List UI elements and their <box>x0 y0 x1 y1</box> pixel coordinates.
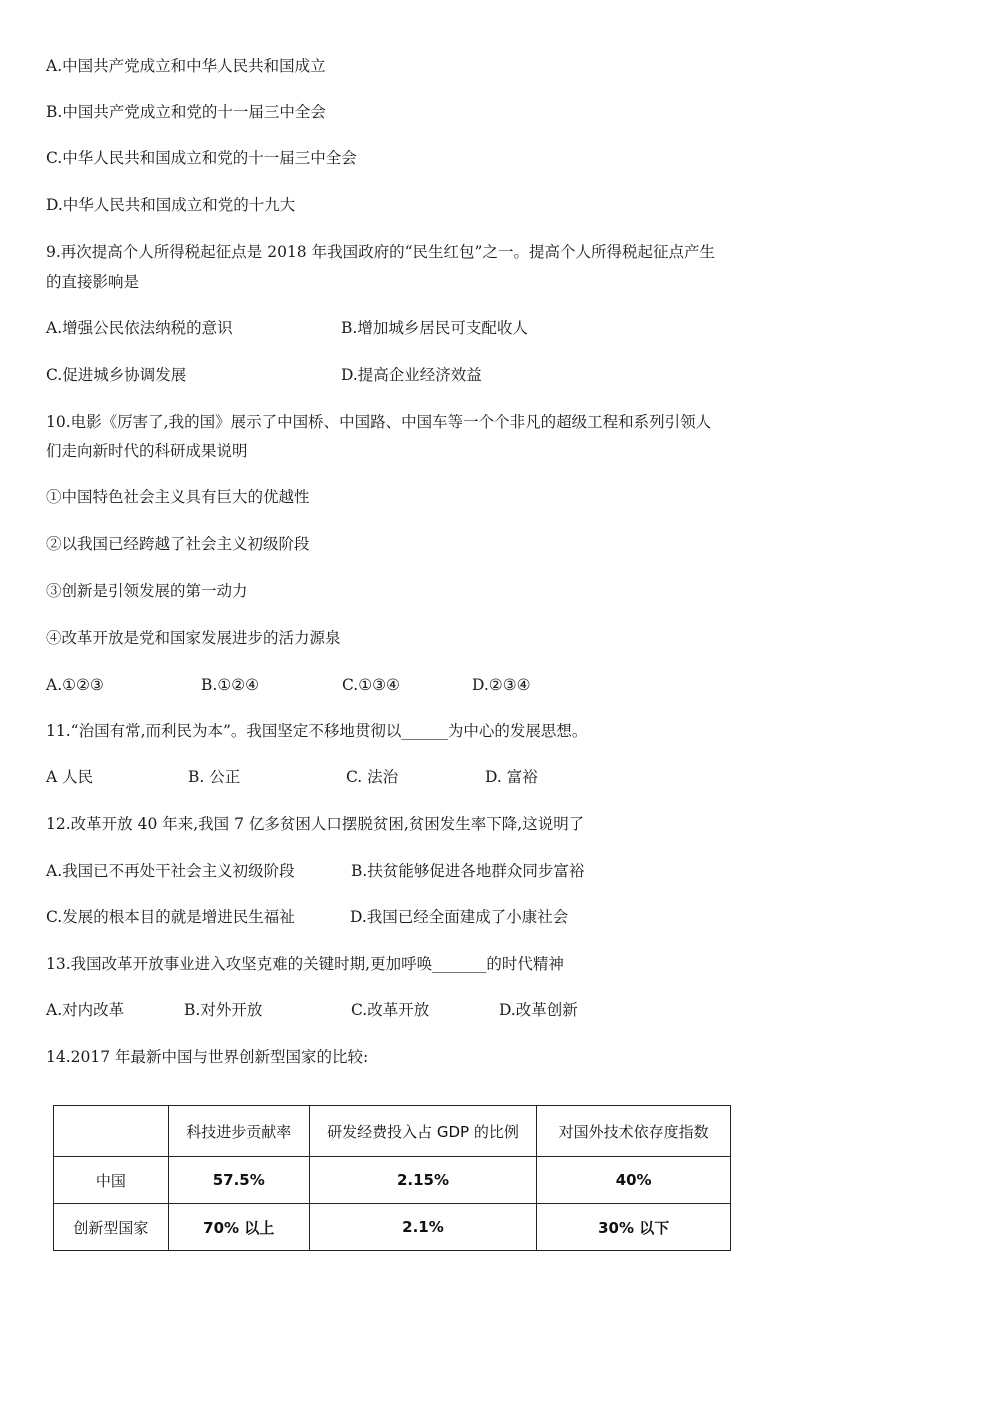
q9-option-d: D.提高企业经济效益 <box>341 366 482 384</box>
q8-option-a: A.中国共产党成立和中华人民共和国成立 <box>46 57 326 75</box>
q10-statement-1: ①中国特色社会主义具有巨大的优越性 <box>46 488 310 506</box>
table-cell: 30% 以下 <box>537 1204 731 1251</box>
q10-option-d: D.②③④ <box>472 676 531 694</box>
q9-option-c: C.促进城乡协调发展 <box>46 366 187 384</box>
table-header-cell: 研发经费投入占 GDP 的比例 <box>309 1106 537 1157</box>
q12-stem: 12.改革开放 40 年来,我国 7 亿多贫困人口摆脱贫困,贫困发生率下降,这说明了 <box>46 815 585 833</box>
table-cell: 2.15% <box>309 1157 537 1204</box>
q13-stem: 13.我国改革开放事业进入攻坚克难的关键时期,更加呼唤_______的时代精神 <box>46 955 564 973</box>
table-header-cell: 对国外技术依存度指数 <box>537 1106 731 1157</box>
table-cell: 40% <box>537 1157 731 1204</box>
q10-stem-line2: 们走向新时代的科研成果说明 <box>46 442 248 460</box>
q11-option-c: C. 法治 <box>346 768 399 786</box>
q10-statement-2: ②以我国已经跨越了社会主义初级阶段 <box>46 535 310 553</box>
table-row <box>54 1204 731 1251</box>
q12-option-a: A.我国已不再处干社会主义初级阶段 <box>46 862 295 880</box>
q9-stem-line2: 的直接影响是 <box>46 273 140 291</box>
q10-option-b: B.①②④ <box>201 676 260 694</box>
q8-option-d: D.中华人民共和国成立和党的十九大 <box>46 196 296 214</box>
q10-option-c: C.①③④ <box>342 676 400 694</box>
table-header-cell: 科技进步贡献率 <box>168 1106 309 1157</box>
q13-option-a: A.对内改革 <box>46 1001 125 1019</box>
q10-statement-3: ③创新是引领发展的第一动力 <box>46 582 248 600</box>
comparison-table <box>53 1105 731 1251</box>
table-header-row <box>54 1106 731 1157</box>
q12-option-c: C.发展的根本目的就是增进民生福祉 <box>46 908 295 926</box>
q11-option-a: A 人民 <box>46 768 94 786</box>
q9-stem-line1: 9.再次提高个人所得税起征点是 2018 年我国政府的“民生红包”之一。提高个人所得税起征点产生 <box>46 243 715 261</box>
q12-option-d: D.我国已经全面建成了小康社会 <box>350 908 569 926</box>
q13-option-c: C.改革开放 <box>351 1001 430 1019</box>
table-row-label: 中国 <box>54 1157 169 1204</box>
q12-option-b: B.扶贫能够促进各地群众同步富裕 <box>351 862 585 880</box>
q13-option-b: B.对外开放 <box>184 1001 263 1019</box>
q8-option-b: B.中国共产党成立和党的十一届三中全会 <box>46 103 326 121</box>
table-row-label: 创新型国家 <box>54 1204 169 1251</box>
q10-stem-line1: 10.电影《厉害了,我的国》展示了中国桥、中国路、中国车等一个个非凡的超级工程和系列引领人 <box>46 413 712 431</box>
q10-option-a: A.①②③ <box>46 676 104 694</box>
q11-option-b: B. 公正 <box>188 768 241 786</box>
table-cell: 2.1% <box>309 1204 537 1251</box>
q10-statement-4: ④改革开放是党和国家发展进步的活力源泉 <box>46 629 341 647</box>
table-header-cell <box>54 1106 169 1157</box>
q11-option-d: D. 富裕 <box>485 768 538 786</box>
q9-option-b: B.增加城乡居民可支配收人 <box>341 319 528 337</box>
q9-option-a: A.增强公民依法纳税的意识 <box>46 319 233 337</box>
table-row <box>54 1157 731 1204</box>
table-cell: 57.5% <box>168 1157 309 1204</box>
q14-stem: 14.2017 年最新中国与世界创新型国家的比较: <box>46 1048 369 1066</box>
q11-stem: 11.“治国有常,而利民为本”。我国坚定不移地贯彻以______为中心的发展思想。 <box>46 722 588 740</box>
table-cell: 70% 以上 <box>168 1204 309 1251</box>
q8-option-c: C.中华人民共和国成立和党的十一届三中全会 <box>46 149 357 167</box>
q13-option-d: D.改革创新 <box>499 1001 578 1019</box>
